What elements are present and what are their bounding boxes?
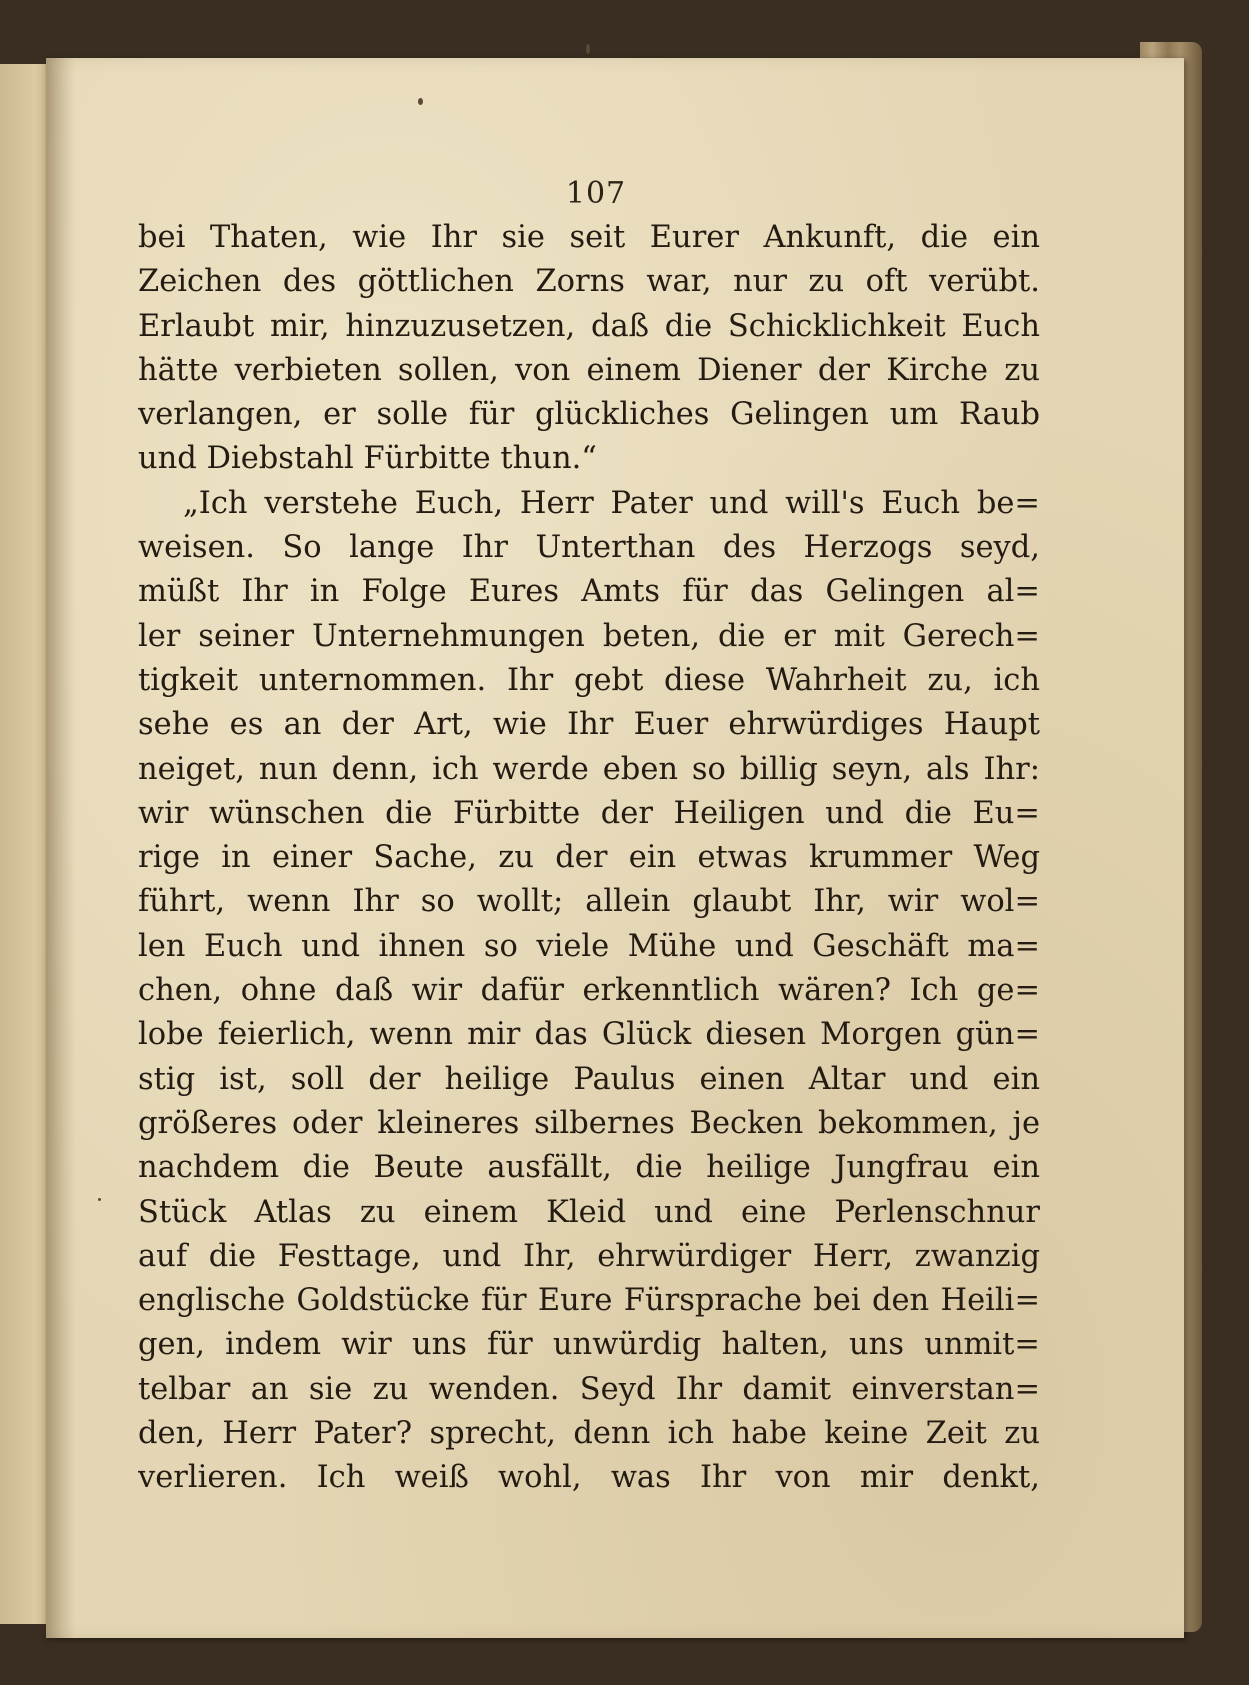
book-page: [46, 58, 1184, 1638]
text-line: auf die Festtage, und Ihr, ehrwürdiger Herr, zwanzig: [138, 1238, 1040, 1274]
text-line: len Euch und ihnen so viele Mühe und Geschäft ma=: [138, 928, 1040, 964]
body-text: [138, 216, 1040, 1501]
text-line: Zeichen des göttlichen Zorns war, nur zu oft verübt.: [138, 264, 1040, 300]
text-line: und Diebstahl Fürbitte thun.“: [138, 441, 597, 477]
spine-shadow: [46, 58, 76, 1638]
text-line: nachdem die Beute ausfällt, die heilige Jungfrau ein: [138, 1150, 1040, 1186]
text-line: rige in einer Sache, zu der ein etwas krummer Weg: [138, 840, 1040, 876]
text-line: führt, wenn Ihr so wollt; allein glaubt Ihr, wir wol=: [138, 884, 1040, 920]
text-line: hätte verbieten sollen, von einem Diener der Kirche zu: [138, 352, 1040, 388]
text-line: ler seiner Unternehmungen beten, die er mit Gerech=: [138, 618, 1040, 654]
text-line: tigkeit unternommen. Ihr gebt diese Wahrheit zu, ich: [138, 662, 1040, 698]
text-line: sehe es an der Art, wie Ihr Euer ehrwürdiges Haupt: [138, 707, 1040, 743]
text-line: weisen. So lange Ihr Unterthan des Herzogs seyd,: [138, 530, 1040, 566]
text-line: neiget, nun denn, ich werde eben so billig seyn, als Ihr:: [138, 751, 1040, 787]
text-line: Erlaubt mir, hinzuzusetzen, daß die Schicklichkeit Euch: [138, 308, 1040, 344]
text-line: lobe feierlich, wenn mir das Glück diesen Morgen gün=: [138, 1017, 1040, 1053]
text-line: „Ich verstehe Euch, Herr Pater und will's Euch be=: [183, 485, 1040, 521]
text-line: den, Herr Pater? sprecht, denn ich habe keine Zeit zu: [138, 1416, 1040, 1452]
text-line: größeres oder kleineres silbernes Becken bekommen, je: [138, 1105, 1040, 1141]
text-line: telbar an sie zu wenden. Seyd Ihr damit einverstan=: [138, 1371, 1040, 1407]
text-line: verlieren. Ich weiß wohl, was Ihr von mir denkt,: [138, 1460, 1040, 1496]
text-line: chen, ohne daß wir dafür erkenntlich wären? Ich ge=: [138, 973, 1040, 1009]
text-line: gen, indem wir uns für unwürdig halten, uns unmit=: [138, 1327, 1040, 1363]
text-line: müßt Ihr in Folge Eures Amts für das Gelingen al=: [138, 574, 1040, 610]
text-line: stig ist, soll der heilige Paulus einen Altar und ein: [138, 1061, 1040, 1097]
text-line: Stück Atlas zu einem Kleid und eine Perlenschnur: [138, 1194, 1040, 1230]
text-line: wir wünschen die Fürbitte der Heiligen und die Eu=: [138, 795, 1040, 831]
text-line: englische Goldstücke für Eure Fürsprache bei den Heili=: [138, 1283, 1040, 1319]
text-line: bei Thaten, wie Ihr sie seit Eurer Ankunft, die ein: [138, 220, 1040, 255]
page-number: 107: [565, 176, 627, 211]
text-line: verlangen, er solle für glückliches Gelingen um Raub: [138, 397, 1040, 433]
